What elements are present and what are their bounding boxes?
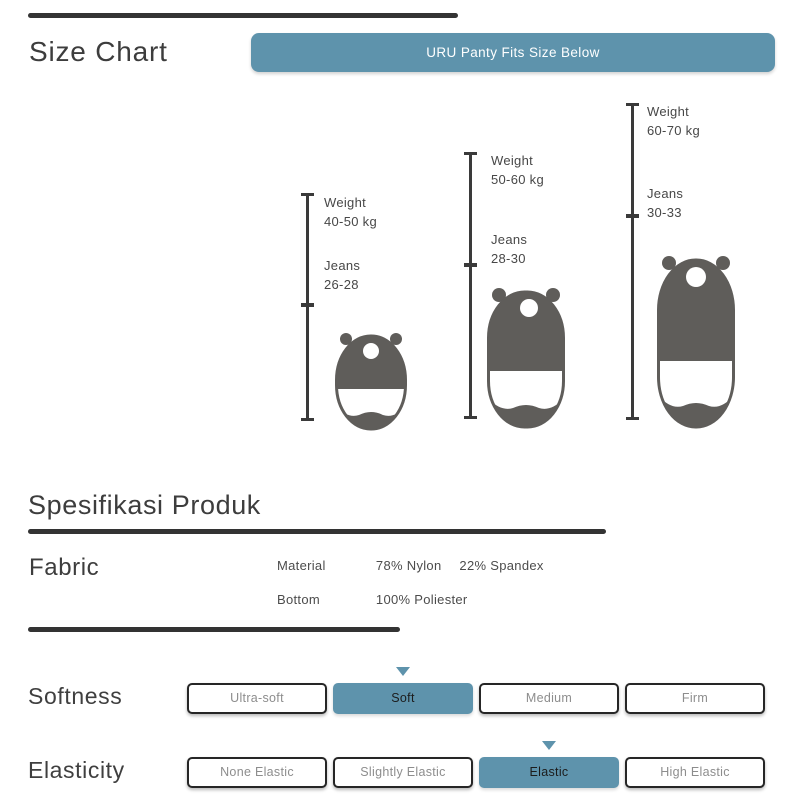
elasticity-option-slightly-elastic: Slightly Elastic xyxy=(333,757,473,788)
line-cap-icon xyxy=(464,416,477,419)
weight-value: 60-70 kg xyxy=(647,123,700,138)
line-cap-icon xyxy=(301,418,314,421)
fabric-material-value-1: 78% Nylon xyxy=(375,558,442,573)
measurement-line-large xyxy=(631,104,634,419)
jeans-value: 26-28 xyxy=(324,277,359,292)
softness-option-soft: Soft xyxy=(333,683,473,714)
weight-label-small xyxy=(324,193,377,231)
top-divider-bar xyxy=(28,13,458,18)
line-tick-icon xyxy=(626,214,639,218)
jeans-caption: Jeans xyxy=(324,258,361,273)
elasticity-option-none-elastic: None Elastic xyxy=(187,757,327,788)
line-cap-icon xyxy=(301,193,314,196)
line-tick-icon xyxy=(301,303,314,307)
size-chart-title: Size Chart xyxy=(29,36,168,67)
elasticity-option-high-elastic: High Elastic xyxy=(625,757,765,788)
weight-caption: Weight xyxy=(647,104,690,119)
weight-caption: Weight xyxy=(324,195,367,210)
spec-section-title: Spesifikasi Produk xyxy=(28,490,261,520)
fabric-row-bottom xyxy=(277,592,482,607)
weight-value: 40-50 kg xyxy=(324,214,377,229)
measurement-line-small xyxy=(306,194,309,420)
fabric-bottom-value: 100% Poliester xyxy=(375,592,468,607)
elasticity-label: Elasticity xyxy=(28,757,125,783)
panty-illustration-medium xyxy=(487,284,565,429)
line-cap-icon xyxy=(464,152,477,155)
weight-label-large xyxy=(647,102,700,140)
fabric-section-label: Fabric xyxy=(29,554,100,581)
softness-label: Softness xyxy=(28,683,123,709)
elasticity-selected-arrow-icon xyxy=(542,741,556,750)
fabric-divider xyxy=(28,627,400,632)
weight-label-medium xyxy=(491,151,544,189)
jeans-label-medium xyxy=(491,230,527,268)
softness-option-medium: Medium xyxy=(479,683,619,714)
jeans-caption: Jeans xyxy=(491,232,528,247)
softness-selected-arrow-icon xyxy=(396,667,410,676)
softness-option-firm: Firm xyxy=(625,683,765,714)
weight-value: 50-60 kg xyxy=(491,172,544,187)
jeans-label-small xyxy=(324,256,360,294)
measurement-line-medium xyxy=(469,153,472,418)
jeans-label-large xyxy=(647,184,683,222)
softness-option-ultra-soft: Ultra-soft xyxy=(187,683,327,714)
fabric-material-label: Material xyxy=(277,558,326,573)
jeans-value: 30-33 xyxy=(647,205,682,220)
line-cap-icon xyxy=(626,417,639,420)
fabric-material-value-2: 22% Spandex xyxy=(459,558,544,573)
jeans-value: 28-30 xyxy=(491,251,526,266)
weight-caption: Weight xyxy=(491,153,534,168)
fabric-bottom-label: Bottom xyxy=(277,592,320,607)
line-cap-icon xyxy=(626,103,639,106)
jeans-caption: Jeans xyxy=(647,186,684,201)
fabric-row-material xyxy=(277,558,558,573)
size-banner: URU Panty Fits Size Below xyxy=(251,33,775,72)
line-tick-icon xyxy=(464,263,477,267)
spec-divider xyxy=(28,529,606,534)
panty-illustration-small xyxy=(335,329,407,431)
panty-illustration-large xyxy=(657,252,735,429)
elasticity-option-elastic: Elastic xyxy=(479,757,619,788)
